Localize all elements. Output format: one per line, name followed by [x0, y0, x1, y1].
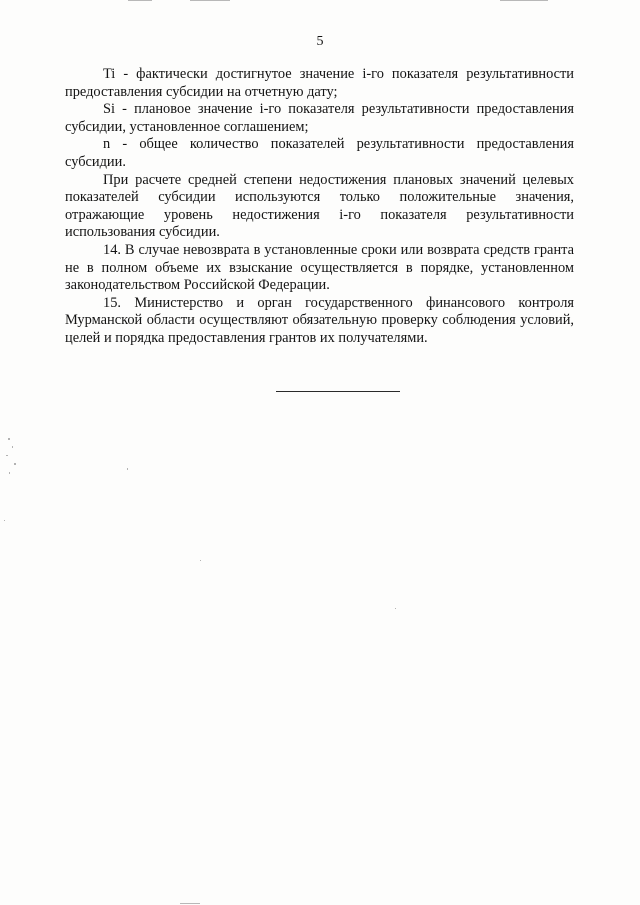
paragraph-clause-15: 15. Министерство и орган государственного финансового контроля Мурманской области осуществляют обязательную проверку соблюдения условий, целей и порядка предоставления грантов их получателями.	[65, 294, 574, 346]
scan-speck	[4, 520, 5, 521]
paragraph-ti-definition: Ti - фактически достигнутое значение i-го показателя результативности предоставления субсидии на отчетную дату;	[65, 66, 574, 100]
scan-speck	[12, 446, 13, 448]
scan-mark-top	[190, 0, 230, 1]
document-body	[65, 66, 574, 348]
scan-mark-top	[128, 0, 152, 1]
scan-speck	[8, 438, 10, 440]
paragraph-calculation-note: При расчете средней степени недостижения плановых значений целевых показателей субсидии используются только положительные значения, отражающие уровень недостижения i-го показателя результативности использования субсидии.	[65, 171, 574, 241]
paragraph-si-definition: Si - плановое значение i-го показателя результативности предоставления субсидии, установленное соглашением;	[65, 101, 574, 135]
scan-speck	[9, 472, 10, 474]
paragraph-n-definition: n - общее количество показателей результативности предоставления субсидии.	[65, 136, 574, 170]
scan-speck	[127, 468, 128, 470]
scan-speck	[395, 608, 396, 609]
scan-speck	[6, 455, 8, 456]
scan-speck	[200, 560, 201, 561]
paragraph-clause-14: 14. В случае невозврата в установленные сроки или возврата средств гранта не в полном объеме их взыскание осуществляется в порядке, установленном законодательством Российской Федерации.	[65, 241, 574, 294]
scan-mark-bottom	[180, 903, 200, 904]
page-number: 5	[316, 34, 324, 49]
end-of-document-rule	[276, 391, 400, 392]
scan-mark-top	[500, 0, 548, 1]
scan-speck	[14, 463, 16, 465]
